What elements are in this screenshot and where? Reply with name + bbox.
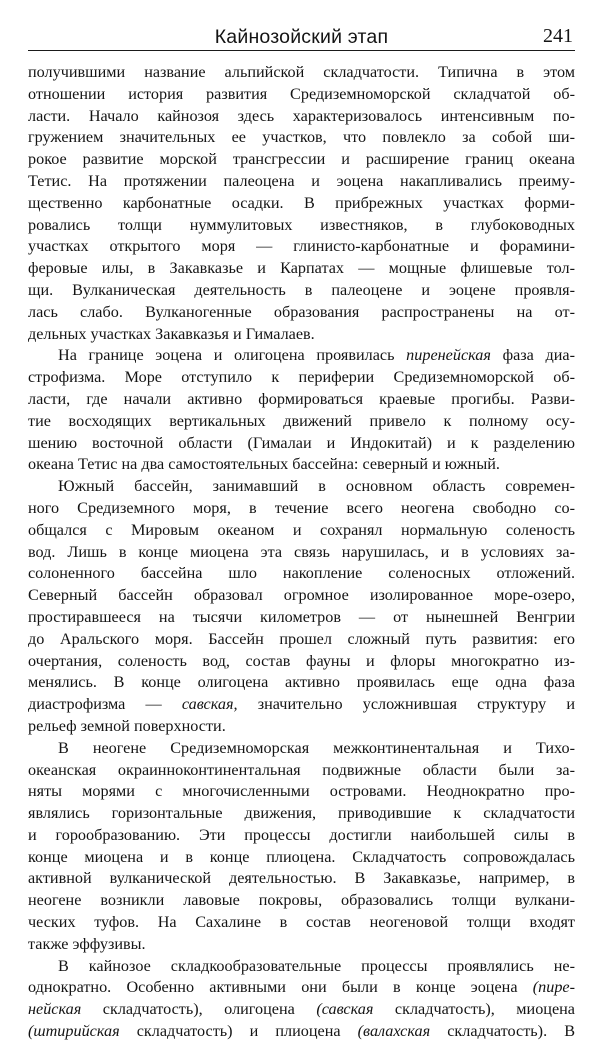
text-run: участках открытого моря — глинисто-карбонатные и форамини- xyxy=(28,237,575,256)
text-line xyxy=(28,912,575,934)
text-line xyxy=(28,236,575,258)
text-run: простиравшееся на тысячи километров — от нынешней Венгрии xyxy=(28,607,575,626)
text-run: гружением значительных ее участков, что повлекло за собой ши- xyxy=(28,128,575,147)
text-line xyxy=(28,999,575,1021)
text-line xyxy=(28,956,575,978)
text-line xyxy=(28,171,575,193)
text-run: очертания, соленость вод, состав фауны и флоры многократно из- xyxy=(28,651,575,670)
text-line xyxy=(28,781,575,803)
text-run: феровые илы, в Закавказье и Карпатах — мощные флишевые тол- xyxy=(28,259,575,278)
text-line xyxy=(28,1021,575,1043)
italic-term: нейская xyxy=(28,1000,82,1019)
text-line xyxy=(28,607,575,629)
text-run: значительно усложнившая структуру и xyxy=(237,695,575,714)
text-line xyxy=(28,84,575,106)
text-line xyxy=(28,629,575,651)
italic-term: (штирийская xyxy=(28,1022,120,1041)
text-run: океана Тетис на два самостоятельных бассейна: северный и южный. xyxy=(28,455,500,474)
italic-term: (валахская xyxy=(357,1022,431,1041)
text-run: строфизма. Море отступило к периферии Средиземноморской об- xyxy=(28,368,575,387)
running-title: Кайнозойский этап xyxy=(214,26,389,48)
text-run: также эффузивы. xyxy=(28,934,146,953)
text-run: щественно карбонатные осадки. В прибрежных участках форми- xyxy=(28,193,575,212)
text-run: общался с Мировым океаном и сохранял нормальную соленость xyxy=(28,520,575,539)
text-run: и горообразованию. Эти процессы достигли наибольшей силы в xyxy=(28,825,575,844)
text-line xyxy=(28,106,575,128)
text-run: получившими название альпийской складчатости. Типична в этом xyxy=(28,63,575,81)
text-run: Северный бассейн образовал огромное изолированное море-озеро, xyxy=(28,586,575,605)
paragraph xyxy=(28,956,575,1043)
text-line xyxy=(28,389,575,411)
text-run: фаза диа- xyxy=(490,346,575,365)
text-line xyxy=(28,825,575,847)
text-line xyxy=(28,672,575,694)
text-line xyxy=(28,890,575,912)
text-line xyxy=(28,324,575,346)
text-line xyxy=(28,868,575,890)
text-line xyxy=(28,585,575,607)
text-run: складчатость), олигоцена xyxy=(81,1000,317,1019)
text-run: няты морями с многочисленными островами. Неоднократно про- xyxy=(28,782,575,801)
text-line xyxy=(28,302,575,324)
text-run: диастрофизма — xyxy=(28,695,182,714)
text-line xyxy=(28,127,575,149)
text-line xyxy=(28,716,575,738)
text-line xyxy=(28,454,575,476)
text-run: являлись горизонтальные движения, приводившие к складчатости xyxy=(28,804,575,823)
text-line xyxy=(28,803,575,825)
text-run: В неогене Средиземноморская межконтинентальная и Тихо- xyxy=(58,738,575,757)
text-run: вод. Лишь в конце миоцена эта связь нарушилась, и в условиях за- xyxy=(28,542,575,561)
text-run: щи. Вулканическая деятельность в палеоцене и эоцене проявля- xyxy=(28,280,575,299)
text-run: ровались толщи нуммулитовых известняков, в глубоководных xyxy=(28,215,575,234)
italic-term: (савская xyxy=(316,1000,374,1019)
text-run: менялись. В конце олигоцена активно проявилась еще одна фаза xyxy=(28,673,575,692)
text-run: отношении история развития Средиземноморской складчатой об- xyxy=(28,84,575,103)
text-line xyxy=(28,149,575,171)
text-line xyxy=(28,345,575,367)
paragraph xyxy=(28,62,575,345)
text-run: ласти, где начали активно формироваться краевые прогибы. Разви- xyxy=(28,389,575,408)
text-run: дельных участках Закавказья и Гималаев. xyxy=(28,324,315,343)
text-run: тие восходящих вертикальных движений привело к полному осу- xyxy=(28,411,575,430)
italic-term: (пире- xyxy=(532,978,575,997)
text-run: складчатость), миоцена xyxy=(373,1000,575,1019)
text-line xyxy=(28,411,575,433)
text-line xyxy=(28,563,575,585)
text-run: однократно. Особенно активными они были в конце эоцена xyxy=(28,978,533,997)
text-line xyxy=(28,498,575,520)
text-line xyxy=(28,215,575,237)
text-run: В кайнозое складкообразовательные процессы проявлялись не- xyxy=(58,956,575,975)
page-number: 241 xyxy=(543,25,573,47)
text-run: лась слабо. Вулканогенные образования распространены на от- xyxy=(28,302,575,321)
italic-term: пиренейская xyxy=(406,346,491,365)
text-run: складчатость). В xyxy=(430,1022,575,1041)
text-line xyxy=(28,258,575,280)
text-run: конце миоцена и в конце плиоцена. Складчатость сопровождалась xyxy=(28,847,575,866)
text-line xyxy=(28,542,575,564)
text-line xyxy=(28,651,575,673)
text-line xyxy=(28,977,575,999)
italic-term: савская, xyxy=(181,695,238,714)
text-run: рельеф земной поверхности. xyxy=(28,716,226,735)
text-line xyxy=(28,193,575,215)
text-run: активной вулканической деятельностью. В Закавказье, например, в xyxy=(28,869,575,888)
text-run: ческих туфов. На Сахалине в состав неогеновой толщи входят xyxy=(28,913,575,932)
text-run: солоненного бассейна шло накопление соленосных отложений. xyxy=(28,564,575,583)
running-header xyxy=(28,22,575,51)
text-line xyxy=(28,367,575,389)
text-line xyxy=(28,694,575,716)
text-run: ласти. Начало кайнозоя здесь характеризовалось интенсивным по- xyxy=(28,106,575,125)
text-run: шению восточной области (Гималаи и Индокитай) и к разделению xyxy=(28,433,575,452)
text-run: океанская окраинноконтинентальная подвижные области были за- xyxy=(28,760,575,779)
text-line xyxy=(28,738,575,760)
text-line xyxy=(28,760,575,782)
text-line xyxy=(28,934,575,956)
paragraph xyxy=(28,738,575,956)
text-run: складчатость) и плиоцена xyxy=(119,1022,358,1041)
text-run: Тетис. На протяжении палеоцена и эоцена накапливались преиму- xyxy=(28,171,575,190)
text-run: На границе эоцена и олигоцена проявилась xyxy=(58,346,407,365)
text-run: рокое развитие морской трансгрессии и расширение границ океана xyxy=(28,150,575,169)
text-run: до Аральского моря. Бассейн прошел сложный путь развития: его xyxy=(28,629,575,648)
paragraph xyxy=(28,476,575,738)
text-run: ного Средиземного моря, в течение всего неогена свободно со- xyxy=(28,498,575,517)
text-line xyxy=(28,847,575,869)
page-body xyxy=(28,62,575,1043)
paragraph xyxy=(28,345,575,476)
text-run: Южный бассейн, занимавший в основном область современ- xyxy=(58,477,575,496)
text-line xyxy=(28,280,575,302)
text-line xyxy=(28,433,575,455)
text-run: неогене возникли лавовые покровы, образовались толщи вулкани- xyxy=(28,891,575,910)
text-line xyxy=(28,62,575,84)
text-line xyxy=(28,520,575,542)
text-line xyxy=(28,476,575,498)
